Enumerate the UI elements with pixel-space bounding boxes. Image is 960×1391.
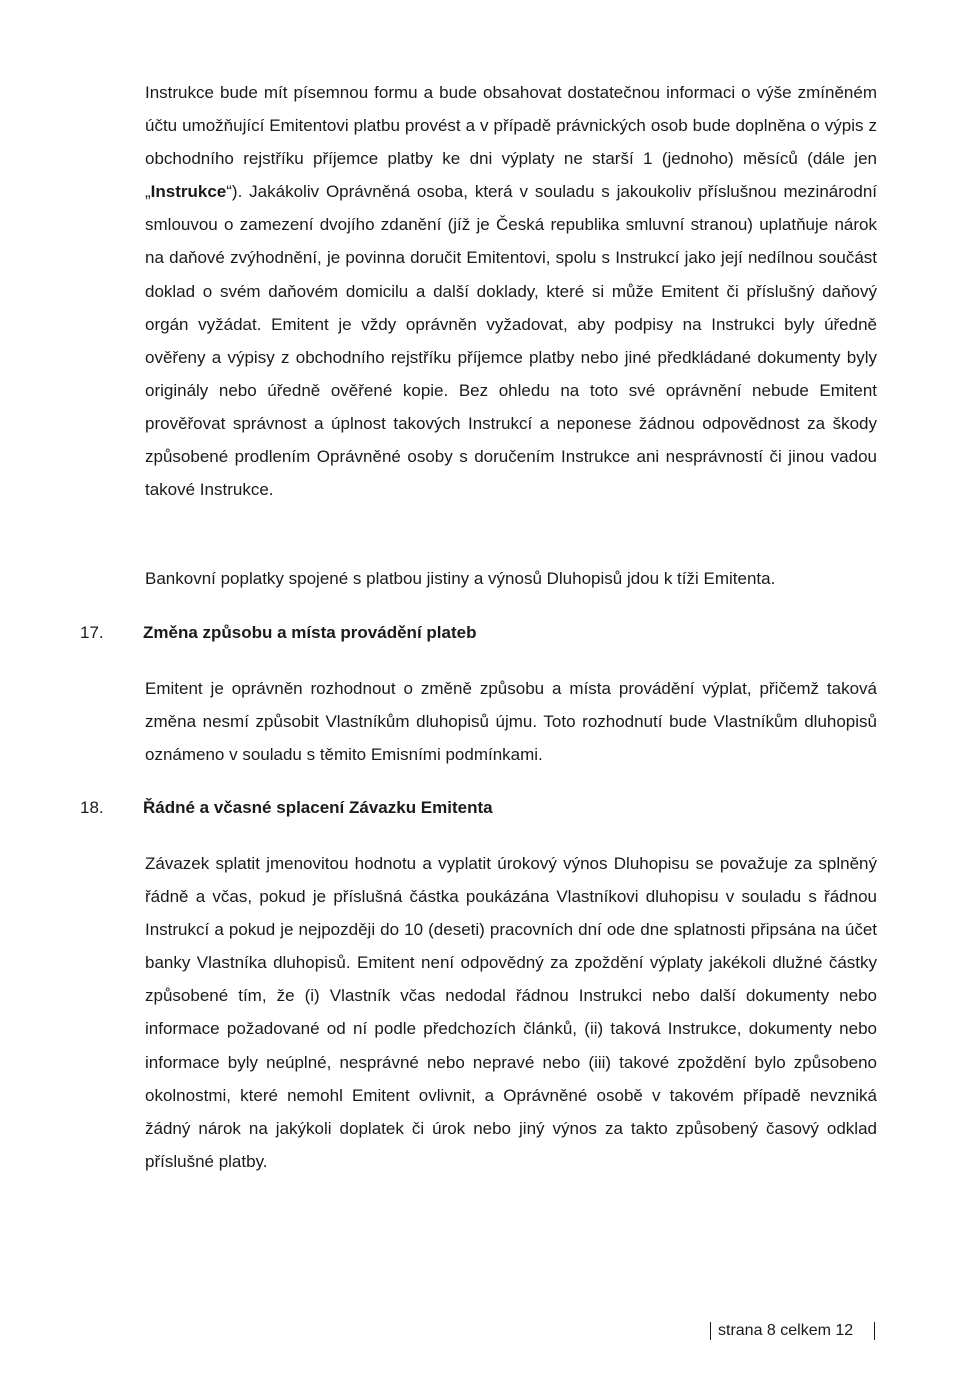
- section-18-number: 18.: [80, 798, 104, 817]
- section-17-body: Emitent je oprávněn rozhodnout o změně způsobu a místa provádění výplat, přičemž taková změna nesmí způsobit Vlastníkům dluhopisů újmu. Toto rozhodnutí bude Vlastníkům dluhopisů oznámeno v souladu s těmito Emisními podmínkami.: [145, 679, 877, 765]
- page-footer: [710, 1319, 880, 1343]
- section-17-title: Změna způsobu a místa provádění plateb: [143, 623, 477, 642]
- instruction-text-end: “). Jakákoliv Oprávněná osoba, která v souladu s jakoukoliv příslušnou mezinárodní smlouvou o zamezení dvojího zdanění (jíž je Česká republika smluvní stranou) uplatňuje nárok na daňové zvýhodnění, je povinna doručit Emitentovi, spolu s Instrukcí jako její nedílnou součást doklad o svém daňovém domicilu a další doklady, které si může Emitent či příslušný daňový orgán vyžádat. Emitent je vždy oprávněn vyžadovat, aby podpisy na Instrukci byly úředně ověřeny a výpisy z obchodního rejstříku příjemce platby nebo jiné předkládané dokumenty byly originály nebo úředně ověřené kopie. Bez ohledu na toto své oprávnění nebude Emitent prověřovat správnost a úplnost takových Instrukcí a neponese žádnou odpovědnost za škody způsobené prodlením Oprávněné osoby s doručením Instrukce ani nesprávností či jinou vadou takové Instrukce.: [145, 182, 877, 500]
- footer-left-divider: [710, 1322, 711, 1340]
- instruction-text-start: Instrukce bude mít písemnou formu a bude obsahovat dostatečnou informaci o výše zmíněném účtu umožňující Emitentovi platbu provést a v případě právnických osob bude doplněna o výpis z obchodního rejstříku příjemce platby ke dni výplaty ne starší 1 (jednoho) měsíců (dále jen „: [145, 83, 877, 202]
- section-18-title: Řádné a včasné splacení Závazku Emitenta: [143, 798, 493, 817]
- section-17-number: 17.: [80, 623, 104, 642]
- section-18-body: Závazek splatit jmenovitou hodnotu a vyplatit úrokový výnos Dluhopisu se považuje za splněný řádně a včas, pokud je příslušná částka poukázána Vlastníkovi dluhopisu v souladu s řádnou Instrukcí a pokud je nejpozději do 10 (deseti) pracovních dní ode dne splatnosti připsána na účet banky Vlastníka dluhopisů. Emitent není odpovědný za zpoždění výplaty jakékoli dlužné částky způsobené tím, že (i) Vlastník včas nedodal řádnou Instrukci nebo další dokumenty nebo informace požadované od ní podle předchozích článků, (ii) taková Instrukce, dokumenty nebo informace byly neúplné, nesprávné nebo nepravé nebo (iii) takové zpoždění bylo způsobeno okolnostmi, které nemohl Emitent ovlivnit, a Oprávněné osobě v takovém případě nevzniká žádný nárok na jakýkoli doplatek či úrok nebo jiný výnos za takto způsobený časový odklad příslušné platby.: [145, 854, 877, 1171]
- footer-right-divider: [874, 1322, 875, 1340]
- bank-fees-paragraph: Bankovní poplatky spojené s platbou jistiny a výnosů Dluhopisů jdou k tíži Emitenta.: [145, 569, 776, 588]
- page-number-label: strana 8 celkem 12: [718, 1322, 854, 1339]
- instruction-defined-term: Instrukce: [150, 182, 227, 202]
- instruction-paragraph: [145, 76, 877, 506]
